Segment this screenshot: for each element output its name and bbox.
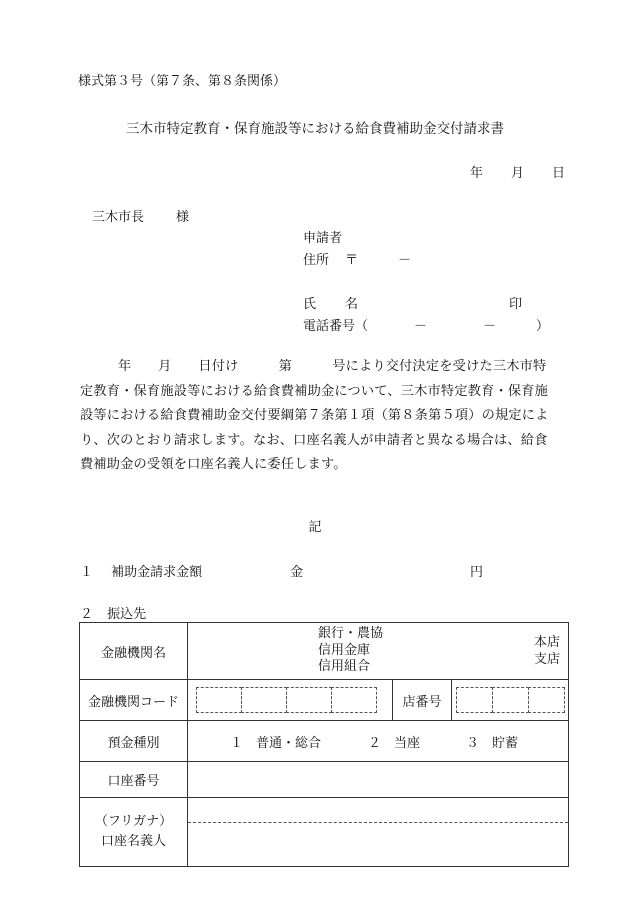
phone-label: 電話番号（ — [303, 319, 369, 334]
request-body-text — [80, 355, 570, 478]
form-number: 様式第３号（第７条、第８条関係） — [78, 74, 287, 89]
account-holder-label — [80, 798, 188, 867]
account-type-option[interactable]: ２ 当座 — [368, 735, 421, 751]
item-label: 補助金請求金額 — [111, 565, 203, 580]
branch-type-option: 本店 — [534, 635, 561, 650]
bank-code-field[interactable] — [188, 680, 393, 721]
body-line: 年 月 日付け 第 号により交付決定を受けた三木市特 — [118, 359, 547, 374]
transfer-table — [79, 622, 569, 867]
body-line: 設等における給食費補助金交付要綱第７条第１項（第８条第５項）の規定によ — [80, 408, 549, 423]
account-number-field[interactable] — [188, 762, 569, 798]
bank-type-option: 信用金庫 — [318, 642, 371, 658]
addressee-name: 三木市長 — [92, 210, 145, 225]
phone-close: ） — [536, 319, 550, 334]
seal-mark: 印 — [509, 297, 523, 312]
branch-type-option: 支店 — [534, 652, 561, 667]
holder-name-label: 口座名義人 — [100, 834, 166, 849]
bank-type-option: 信用組合 — [318, 659, 371, 674]
item-number: １ — [80, 565, 94, 580]
name-label-second: 名 — [345, 297, 359, 312]
store-number-digit-box[interactable] — [528, 687, 565, 713]
account-type-field[interactable] — [188, 721, 569, 762]
branch-type-options — [534, 634, 560, 668]
store-number-label: 店番号 — [393, 680, 452, 721]
bank-code-digit-box[interactable] — [241, 687, 287, 713]
postal-dash: － — [398, 253, 412, 268]
bank-code-digit-box[interactable] — [196, 687, 242, 713]
amount-kin: 金 — [290, 565, 304, 580]
account-number-label: 口座番号 — [80, 762, 188, 798]
item-number: ２ — [80, 607, 94, 622]
applicant-heading: 申請者 — [303, 231, 343, 246]
bank-type-option: 銀行・農協 — [318, 626, 384, 641]
name-label-first: 氏 — [303, 297, 317, 312]
body-line: 定教育・保育施設等における給食費補助金について、三木市特定教育・保育施 — [80, 383, 549, 399]
bank-name-label: 金融機関名 — [80, 623, 188, 680]
holder-kana-label: （フリガナ） — [94, 814, 173, 829]
item-transfer-destination — [80, 603, 146, 622]
date-year-label: 年 — [470, 166, 484, 181]
document-title: 三木市特定教育・保育施設等における給食費補助金交付請求書 — [126, 121, 504, 137]
item-label: 振込先 — [107, 607, 147, 622]
phone-dash-2: － — [483, 319, 497, 334]
postal-mark: 〒 — [345, 253, 359, 268]
phone-dash-1: － — [414, 319, 428, 334]
bank-type-options — [318, 626, 383, 676]
account-type-option[interactable]: １ 普通・総合 — [230, 735, 322, 751]
item-claim-amount — [80, 561, 202, 580]
store-number-field[interactable] — [452, 680, 569, 721]
store-number-digit-box[interactable] — [456, 687, 493, 713]
date-day-label: 日 — [552, 166, 566, 181]
body-line: 費補助金の受領を口座名義人に委任します。 — [80, 457, 347, 472]
address-label: 住所 — [303, 253, 330, 268]
account-type-label: 預金種別 — [80, 721, 188, 762]
addressee-honorific: 様 — [176, 210, 190, 225]
ki-heading: 記 — [308, 520, 322, 535]
account-type-option[interactable]: ３ 貯蓄 — [466, 735, 519, 751]
kana-divider — [188, 822, 568, 823]
bank-code-label: 金融機関コード — [80, 680, 188, 721]
bank-code-digit-box[interactable] — [331, 687, 377, 713]
amount-yen: 円 — [470, 565, 484, 580]
date-month-label: 月 — [511, 166, 525, 181]
body-line: り、次のとおり請求します。なお、口座名義人が申請者と異なる場合は、給食 — [80, 432, 548, 448]
bank-name-field[interactable] — [188, 623, 569, 680]
store-number-digit-box[interactable] — [492, 687, 529, 713]
bank-code-digit-box[interactable] — [286, 687, 332, 713]
account-holder-field[interactable] — [188, 798, 569, 867]
